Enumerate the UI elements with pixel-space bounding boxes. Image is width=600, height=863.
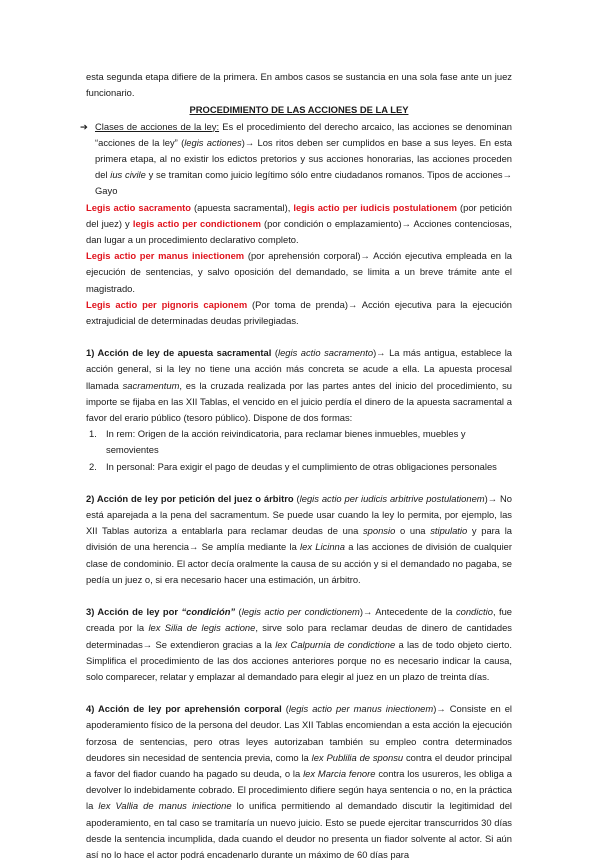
lex-calpurnia-term: lex Calpurnia de condictione <box>275 638 396 650</box>
section-2-text-c: y para la división de una herencia→ Se amplía mediante la <box>86 525 512 553</box>
spacer <box>86 475 512 491</box>
lex-marcia-term: lex Marcia fenore <box>303 767 376 779</box>
sacramentum-term: sacramentum <box>122 379 180 391</box>
section-3-text-b: , fue creada por la <box>86 606 513 634</box>
tipos-paragraph-3 <box>86 297 512 329</box>
page-content <box>80 69 513 863</box>
section-title: PROCEDIMIENTO DE LAS ACCIONES DE LA LEY <box>189 104 409 116</box>
intro-paragraph: esta segunda etapa difiere de la primera. En ambos casos se sustancia en una sola fase ante un juez funcionario. <box>86 71 512 99</box>
tipo-pignoris-desc: (Por toma de prenda)→ Acción ejecutiva para la ejecución extrajudicial de determinadas deudas privilegiadas. <box>86 298 512 327</box>
tipo-condictionem-desc: (por condición o emplazamiento)→ Acciones contenciosas, dan lugar a un procedimiento declarativo completo. <box>86 217 513 246</box>
section-3-heading-quote: “condición” <box>181 606 236 618</box>
arrow-right-icon: ➔ <box>80 120 88 132</box>
section-2-text-d: a las acciones de división de cualquier clase de condominio. El actor decía oralmente la causa de su acción y si el demandado no pagaba, se pedía un juez o, si era necesario hacer una estimación, un árbitro. <box>86 541 512 585</box>
section-4-text-c: contra los usureros, les obliga a devolver lo indebidamente cobrado. El procedimiento difiere según haya sentencia o no, en la práctica la <box>86 767 512 812</box>
clases-text-b: )→ Los ritos deben ser cumplidos en base a sus leyes. En esta primera etapa, al no existir los edictos pretorios y sus acciones honorarias, las acciones proceden del <box>95 136 512 181</box>
section-3-heading: 3) Acción de ley por <box>86 606 182 618</box>
tipo-pignoris: Legis actio per pignoris capionem <box>86 298 248 310</box>
spacer <box>86 685 512 701</box>
forms-list <box>86 426 512 475</box>
ius-civile-term: ius civile <box>110 169 146 181</box>
section-1-text-a: )→ La más antigua, establece la acción general, si la ley no tiene una acción más concreta se acude a ella. La apuesta procesal llamada <box>86 347 513 391</box>
lex-vallia-term: lex Vallia de manus iniectione <box>98 800 232 812</box>
section-4-text-a: )→ Consiste en el apoderamiento físico de la persona del deudor. Las XII Tablas encomiendan a esta acción la ejecución forzosa de sentencias, pero otras leyes autorizaban también su empleo contra determinados deudores sin necesidad de sentencia previa, como la <box>86 703 512 763</box>
list-number: 1. <box>89 428 97 440</box>
section-3-text-c: , sirve solo para reclamar deudas de dinero de cantidades determinadas→ Se extendieron gracias a la <box>86 622 512 650</box>
tipo-iudicis: legis actio per iudicis postulationem <box>293 201 457 213</box>
list-item <box>86 459 512 475</box>
tipo-condictionem: legis actio per condictionem <box>132 217 261 229</box>
tipo-sacramento-desc: (apuesta sacramental), <box>191 201 294 213</box>
section-4-text-d: lo unifica permitiendo al demandado discutir la legitimidad del apoderamiento, en tal caso se tramitaría un nuevo juicio. Esto se puede ejercitar transcurridos 30 días desde la sentencia incumplida, dada cuando el deudor no presenta un fiador solvente al actor. Si aún así no lo hace el actor podrá encadenarlo durante un máximo de 60 días para <box>86 800 512 860</box>
section-1-term: legis actio sacramento <box>277 347 374 359</box>
section-2-term: legis actio per iudicis arbitrive postulationem <box>299 492 485 504</box>
section-4-paragraph: 4) Acción de ley por aprehensión corporal (legis actio per manus iniectionem)→ Consiste en el apoderamiento físico de la persona del deudor. Las XII Tablas encomiendan a esta acción la ejecución forzosa de sentencias, pero otras leyes autorizaban también su empleo contra determinados deudores sin necesidad de sentencia previa, como la lex Publilia de sponsu contra el deudor principal a favor del fiador cuando ha pagado su deuda, o la lex Marcia fenore contra los usureros, les obliga a devolver lo indebidamente cobrado. El procedimiento difiere según haya sentencia o no, en la práctica la lex Vallia de manus iniectione lo unifica permitiendo al demandado discutir la legitimidad del apoderamiento, en tal caso se tramitaría un nuevo juicio. Esto se puede ejercitar transcurridos 30 días desde la sentencia incumplida, dada cuando el deudor no presenta un fiador solvente al actor. Si aún así no lo hace el actor podrá encadenarlo durante un máximo de 60 días para <box>86 703 512 860</box>
spacer <box>86 588 512 604</box>
lex-silia-term: lex Silia de legis actione <box>148 622 256 634</box>
lex-publilia-term: lex Publilia de sponsu <box>311 751 404 763</box>
clases-label: Clases de acciones de la ley: <box>95 120 220 132</box>
tipo-sacramento: Legis actio sacramento <box>86 201 192 213</box>
legis-actiones-term: legis actiones <box>184 136 242 148</box>
tipo-manus-desc: (por aprehensión corporal)→ Acción ejecutiva empleada en la ejecución de sentencias, y salvo oposición del demandado, se limita a un breve trámite ante el magistrado. <box>86 250 512 294</box>
section-3-text-a: )→ Antecedente de la <box>359 606 456 618</box>
spacer <box>86 329 512 345</box>
sponsio-term: sponsio <box>362 525 396 537</box>
section-3-text-d: a las de todo objeto cierto. Simplifica el procedimiento de las dos acciones anteriores porque no es necesario indicar la causa, solo comparecer, relatar y emplazar al demandado para elegir al juez en un plazo de treinta días. <box>86 638 512 682</box>
tipos-paragraph-1 <box>86 200 512 249</box>
section-2-paragraph: 2) Acción de ley por petición del juez o árbitro (legis actio per iudicis arbitrive postulationem)→ No está aparejada a la pena del sacramentum. Se puede usar cuando la ley lo permita, por ejemplo, las XII Tablas autoriza a entablarla para reclamar deudas de una sponsio o una stipulatio y para la división de una herencia→ Se amplía mediante la lex Licinna a las acciones de división de cualquier clase de condominio. El actor decía oralmente la causa de su acción y si el demandado no pagaba, se pedía un juez o, si era necesario hacer una estimación, un árbitro. <box>86 492 512 585</box>
section-4-term: legis actio per manus iniectionem <box>288 703 434 715</box>
section-1-heading: 1) Acción de ley de apuesta sacramental <box>86 347 272 359</box>
clases-text-c: y se tramitan como juicio legítimo sólo entre ciudadanos romanos. Tipos de acciones→ Gayo <box>95 169 512 197</box>
section-3-paragraph: 3) Acción de ley por “condición” (legis actio per condictionem)→ Antecedente de la condictio, fue creada por la lex Silia de legis actione, sirve solo para reclamar deudas de dinero de cantidades determinadas→ Se extendieron gracias a la lex Calpurnia de condictione a las de todo objeto cierto. Simplifica el procedimiento de las dos acciones anteriores porque no es necesario indicar la causa, solo comparecer, relatar y emplazar al demandado para elegir al juez en un plazo de treinta días. <box>86 606 513 682</box>
section-4-text-b: contra el deudor principal a favor del fiador cuando ha pagado su deuda, o la <box>86 751 512 779</box>
section-4-heading: 4) Acción de ley por aprehensión corporal <box>86 703 282 715</box>
section-2-text-b: o una <box>395 525 431 537</box>
tipos-paragraph-2 <box>86 248 512 297</box>
tipo-manus: Legis actio per manus iniectionem <box>86 250 245 262</box>
section-1-paragraph: 1) Acción de ley de apuesta sacramental (legis actio sacramento)→ La más antigua, establece la acción general, si la ley no tiene una acción más concreta se acude a ella. La apuesta procesal llamada sacramentum, es la cruzada realizada por las partes antes del inicio del procedimiento, su importe se fijaba en las XII Tablas, el vencido en el juicio perdía el dinero de la apuesta sacramental a favor del erario público (tesoro público). Dispone de dos formas: <box>86 347 513 424</box>
list-number: 2. <box>89 460 97 472</box>
section-2-heading: 2) Acción de ley por petición del juez o árbitro <box>86 492 294 504</box>
section-3-term: legis actio per condictionem <box>241 606 360 618</box>
list-text: In personal: Para exigir el pago de deudas y el cumplimiento de otras obligaciones personales <box>106 460 497 472</box>
tipo-iudicis-desc: (por petición del juez) y <box>86 201 512 229</box>
list-item <box>86 426 512 458</box>
clases-text-a: Es el procedimiento del derecho arcaico, las acciones se denominan “acciones de la ley” ( <box>95 120 512 148</box>
section-2-text-a: )→ No está aparejada a la pena del sacramentum. Se puede usar cuando la ley lo permita, por ejemplo, las XII Tablas autoriza a entablarla para reclamar deudas de una <box>86 492 512 537</box>
condictio-term: condictio <box>455 606 493 618</box>
clases-paragraph <box>80 119 512 200</box>
stipulatio-term: stipulatio <box>430 525 468 537</box>
lex-licinna-term: lex Licinna <box>300 541 345 553</box>
section-1-text-b: , es la cruzada realizada por las partes antes del inicio del procedimiento, su importe se fijaba en las XII Tablas, el vencido en el juicio perdía el dinero de la apuesta sacramental a favor del erario público (tesoro público). Dispone de dos formas: <box>86 379 512 424</box>
list-text: In rem: Origen de la acción reivindicatoria, para reclamar bienes inmuebles, muebles y semovientes <box>106 428 466 456</box>
